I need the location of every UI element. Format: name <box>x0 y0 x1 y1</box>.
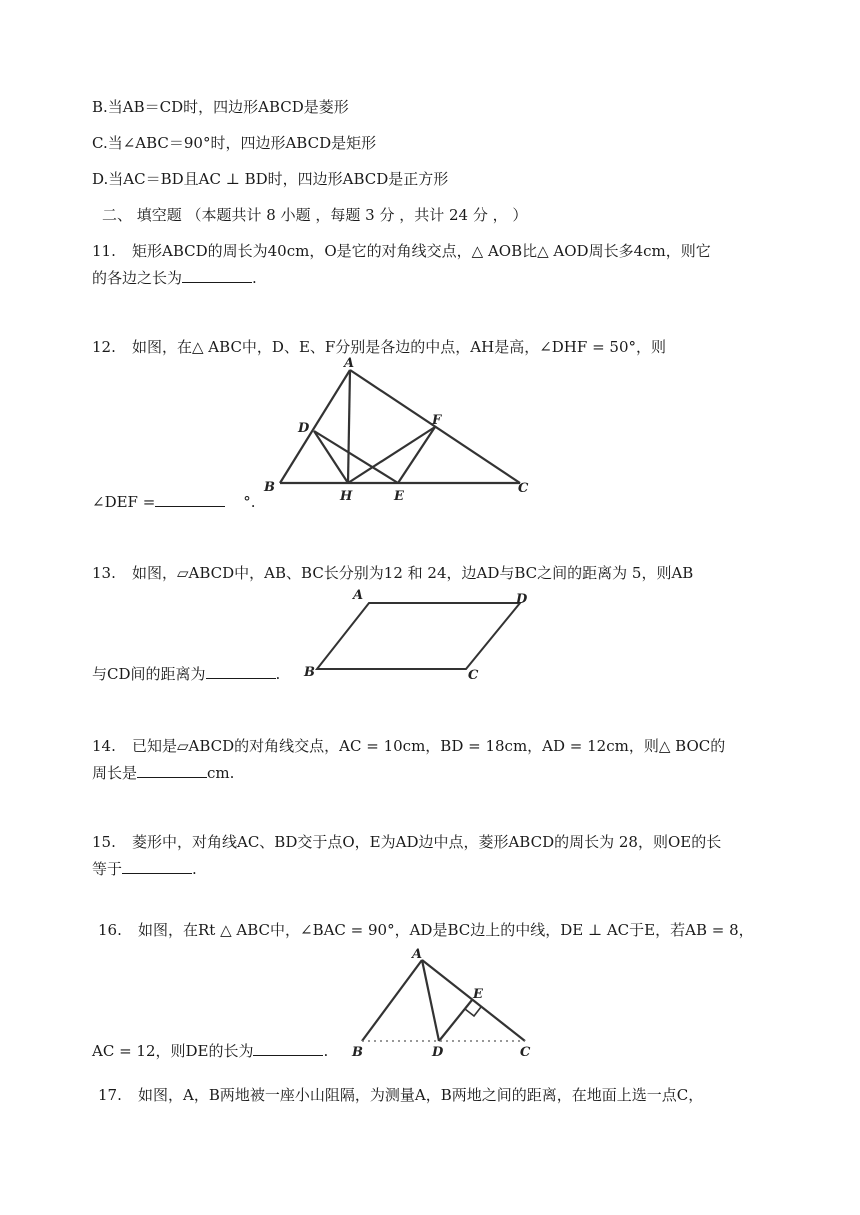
answer-blank-15[interactable] <box>122 859 192 874</box>
section-title: 二、 填空题 （本题共计 8 小题 ，每题 3 分 ，共计 24 分 ， ） <box>102 206 528 224</box>
question-16-line1: 16. 如图，在Rt △ ABC中，∠BAC = 90°，AD是BC边上的中线，DE ⊥ AC于E，若AB = 8， <box>98 921 754 939</box>
question-17-line1: 17. 如图，A，B两地被一座小山阻隔，为测量A，B两地之间的距离，在地面上选一点C， <box>98 1086 704 1104</box>
option-b: B.当AB＝CD时，四边形ABCD是菱形 <box>92 98 349 116</box>
option-c: C.当∠ABC＝90°时，四边形ABCD是矩形 <box>92 134 377 152</box>
label-D: D <box>516 592 528 607</box>
label-A: A <box>412 947 423 962</box>
label-F: F <box>432 413 442 428</box>
question-16-line2: AC = 12，则DE的长为 . <box>92 1042 329 1060</box>
question-13-line1: 13. 如图，▱ABCD中，AB、BC长分别为12 和 24，边AD与BC之间的距离为 5，则AB <box>92 564 694 582</box>
question-13-line2: 与CD间的距离为 . <box>92 665 281 683</box>
label-D: D <box>298 421 310 436</box>
question-15-line1: 15. 菱形中，对角线AC、BD交于点O，E为AD边中点，菱形ABCD的周长为 28，则OE的长 <box>92 833 722 851</box>
option-d: D.当AC＝BD且AC ⊥ BD时，四边形ABCD是正方形 <box>92 170 449 188</box>
label-H: H <box>340 489 353 504</box>
question-11-line1: 11. 矩形ABCD的周长为40cm，O是它的对角线交点，△ AOB比△ AOD周长多4cm，则它 <box>92 242 711 260</box>
label-B: B <box>352 1045 363 1060</box>
label-B: B <box>264 480 275 495</box>
label-C: C <box>468 668 479 683</box>
label-E: E <box>473 987 483 1002</box>
answer-blank-13[interactable] <box>206 664 276 679</box>
question-14-line1: 14. 已知是▱ABCD的对角线交点，AC = 10cm，BD = 18cm，AD = 12cm，则△ BOC的 <box>92 737 726 755</box>
label-E: E <box>394 489 404 504</box>
question-11-line2: 的各边之长为 . <box>92 269 257 287</box>
answer-blank-11[interactable] <box>182 268 252 283</box>
label-A: A <box>344 356 355 371</box>
answer-blank-12[interactable] <box>155 492 225 507</box>
answer-blank-16[interactable] <box>253 1041 323 1056</box>
label-C: C <box>520 1045 531 1060</box>
figure-13-parallelogram-diagram <box>300 585 540 685</box>
question-15-line2: 等于 . <box>92 860 197 878</box>
label-D: D <box>432 1045 444 1060</box>
figure-16-right-triangle-diagram <box>350 945 540 1060</box>
label-B: B <box>304 665 315 680</box>
answer-blank-14[interactable] <box>137 763 207 778</box>
figure-12-triangle-diagram <box>260 355 540 505</box>
question-12-line1: 12. 如图，在△ ABC中，D、E、F分别是各边的中点，AH是高，∠DHF = 50°，则 <box>92 338 666 356</box>
question-14-line2: 周长是 cm. <box>92 764 235 782</box>
label-A: A <box>353 588 364 603</box>
question-12-line2: ∠DEF = °. <box>92 493 256 511</box>
label-C: C <box>518 481 529 496</box>
